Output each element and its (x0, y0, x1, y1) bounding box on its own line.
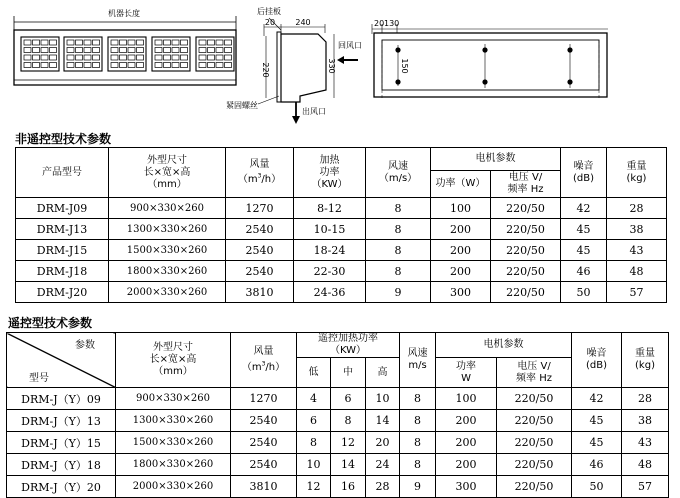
grille-slot (155, 63, 162, 68)
table-row (7, 454, 669, 476)
cell-size: 900×330×260 (109, 198, 226, 219)
grille-slot (120, 55, 127, 60)
header-voltage: 电压 V/ 频率 Hz (491, 171, 561, 198)
grille-slot (137, 55, 144, 60)
header-motor: 电机参数 (436, 333, 572, 358)
grille-slot (67, 63, 74, 68)
dim-240: 240 (295, 18, 311, 27)
cell-weight: 48 (622, 454, 669, 476)
mounting-bolt (395, 79, 400, 84)
cell-noise: 45 (561, 240, 607, 261)
grille-slot (172, 48, 179, 53)
grille-slot (33, 40, 40, 45)
cell-speed: 8 (400, 454, 436, 476)
grille-slot (172, 40, 179, 45)
cell-speed: 8 (400, 410, 436, 432)
grille-slot (24, 63, 31, 68)
grille-slot (76, 48, 83, 53)
cell-power: 100 (436, 388, 497, 410)
cell-size: 1300×330×260 (109, 219, 226, 240)
grille-slot (67, 55, 74, 60)
non-remote-spec-table (15, 147, 667, 303)
grille-slot (181, 55, 188, 60)
cell-speed: 8 (400, 388, 436, 410)
grille-slot (84, 55, 91, 60)
table-row (7, 388, 669, 410)
grille-slot (181, 63, 188, 68)
grille-slot (93, 40, 100, 45)
table-row (7, 432, 669, 454)
cell-air: 3810 (231, 476, 297, 498)
header-noise: 噪音 (dB) (572, 333, 622, 388)
cell-air: 1270 (231, 388, 297, 410)
grille-slot (111, 63, 118, 68)
cell-weight: 57 (622, 476, 669, 498)
grille-slot (199, 40, 206, 45)
cell-weight: 38 (607, 219, 667, 240)
cell-noise: 46 (572, 454, 622, 476)
cell-power: 200 (431, 219, 491, 240)
cell-noise: 45 (572, 432, 622, 454)
cell-mid: 8 (331, 410, 366, 432)
grille-slot (225, 63, 232, 68)
grille-slot (50, 63, 57, 68)
grille-slot (128, 63, 135, 68)
grille-slot (50, 55, 57, 60)
header-air-volume: 风量 $(m^3/h)$ (231, 333, 297, 388)
cell-high: 24 (366, 454, 400, 476)
cell-power: 200 (431, 261, 491, 282)
grille-slot (155, 55, 162, 60)
non-remote-title: 非遥控型技术参数 (15, 132, 112, 146)
header-motor: 电机参数 (431, 148, 561, 171)
grille-slot (172, 63, 179, 68)
return-air-label: 回风口 (338, 41, 362, 50)
grille-slot (225, 40, 232, 45)
grille-slot (172, 55, 179, 60)
grille-slot (76, 63, 83, 68)
cell-air: 1270 (226, 198, 294, 219)
cell-speed: 8 (366, 198, 431, 219)
grille-slot (41, 55, 48, 60)
front-view-drawing (14, 6, 236, 85)
grille-slot (84, 63, 91, 68)
grille-slot (181, 48, 188, 53)
cell-model: DRM-J（Y）20 (7, 476, 116, 498)
grille-slot (120, 48, 127, 53)
grille-slot (137, 48, 144, 53)
header-air-volume: 风量 $(m^3/h)$ (226, 148, 294, 198)
cell-air: 2540 (226, 261, 294, 282)
cell-size: 1800×330×260 (109, 261, 226, 282)
cell-heat: 10-15 (294, 219, 366, 240)
grille-slot (111, 55, 118, 60)
header-param-model: 参数 型号 (7, 333, 116, 388)
header-weight: 重量 (kg) (607, 148, 667, 198)
cell-noise: 42 (561, 198, 607, 219)
remote-title: 遥控型技术参数 (8, 316, 93, 330)
dim-20-side: 20 (264, 18, 276, 27)
grille-slot (120, 40, 127, 45)
grille-slot (111, 40, 118, 45)
cell-air: 2540 (231, 454, 297, 476)
cell-air: 2540 (231, 432, 297, 454)
cell-mid: 6 (331, 388, 366, 410)
grille-slot (164, 63, 171, 68)
cell-model: DRM-J15 (16, 240, 109, 261)
grille-slot (76, 55, 83, 60)
grille-slot (33, 48, 40, 53)
cell-volt: 220/50 (497, 388, 572, 410)
grille-slot (120, 63, 127, 68)
cell-noise: 46 (561, 261, 607, 282)
header-mid: 中 (331, 358, 366, 388)
grille-slot (67, 40, 74, 45)
cell-model: DRM-J（Y）15 (7, 432, 116, 454)
cell-size: 1500×330×260 (109, 240, 226, 261)
cell-model: DRM-J20 (16, 282, 109, 303)
cell-power: 200 (431, 240, 491, 261)
table-row (7, 476, 669, 498)
grille-slot (164, 48, 171, 53)
cell-volt: 220/50 (491, 282, 561, 303)
grille-slot (50, 48, 57, 53)
cell-low: 10 (297, 454, 331, 476)
grille-slot (216, 40, 223, 45)
header-power: 功率 W (436, 358, 497, 388)
cell-air: 2540 (226, 240, 294, 261)
cell-volt: 220/50 (497, 454, 572, 476)
grille-slot (93, 63, 100, 68)
cell-air: 2540 (226, 219, 294, 240)
grille-slot (137, 40, 144, 45)
cell-high: 10 (366, 388, 400, 410)
grille-slot (128, 48, 135, 53)
cell-model: DRM-J（Y）09 (7, 388, 116, 410)
cell-noise: 50 (572, 476, 622, 498)
cell-power: 200 (436, 432, 497, 454)
cell-model: DRM-J13 (16, 219, 109, 240)
cell-power: 200 (436, 454, 497, 476)
grille-slot (155, 48, 162, 53)
cell-weight: 57 (607, 282, 667, 303)
cell-size: 1500×330×260 (116, 432, 231, 454)
header-size: 外型尺寸 长×宽×高 （mm） (116, 333, 231, 388)
cell-low: 12 (297, 476, 331, 498)
header-heat-power: 加热 功率 （KW） (294, 148, 366, 198)
cell-low: 4 (297, 388, 331, 410)
grille-slot (24, 55, 31, 60)
machine-length-label: 机器长度 (108, 9, 140, 18)
header-noise: 噪音 (dB) (561, 148, 607, 198)
dim-330: 330 (327, 58, 336, 74)
table-row (16, 240, 667, 261)
grille-slot (208, 55, 215, 60)
cell-volt: 220/50 (491, 219, 561, 240)
header-model: 产品型号 (16, 148, 109, 198)
grille-slot (41, 48, 48, 53)
cell-high: 28 (366, 476, 400, 498)
cell-volt: 220/50 (497, 476, 572, 498)
cell-heat: 24-36 (294, 282, 366, 303)
header-power: 功率（W） (431, 171, 491, 198)
cell-air: 3810 (226, 282, 294, 303)
remote-spec-table (6, 332, 669, 498)
grille-slot (67, 48, 74, 53)
cell-size: 2000×330×260 (116, 476, 231, 498)
cell-power: 200 (436, 410, 497, 432)
back-bracket-label: 后挂板 (257, 7, 281, 16)
cell-weight: 43 (607, 240, 667, 261)
grille-slot (24, 48, 31, 53)
dim-130: 130 (384, 19, 400, 28)
grille-slot (208, 40, 215, 45)
cell-model: DRM-J（Y）18 (7, 454, 116, 476)
grille-slot (216, 63, 223, 68)
grille-slot (33, 63, 40, 68)
cell-volt: 220/50 (497, 432, 572, 454)
outlet-label: 出风口 (302, 107, 326, 116)
header-wind-speed: 风速 m/s (400, 333, 436, 388)
cell-speed: 8 (366, 261, 431, 282)
cell-model: DRM-J09 (16, 198, 109, 219)
cell-speed: 8 (400, 432, 436, 454)
grille-slot (76, 40, 83, 45)
cell-weight: 38 (622, 410, 669, 432)
cell-low: 6 (297, 410, 331, 432)
grille-slot (93, 55, 100, 60)
grille-slot (199, 55, 206, 60)
header-weight: 重量 (kg) (622, 333, 669, 388)
grille-slot (155, 40, 162, 45)
cell-weight: 43 (622, 432, 669, 454)
cell-size: 1300×330×260 (116, 410, 231, 432)
grille-slot (208, 48, 215, 53)
cell-weight: 28 (622, 388, 669, 410)
grille-slot (216, 48, 223, 53)
grille-slot (199, 63, 206, 68)
cell-high: 20 (366, 432, 400, 454)
cell-size: 1800×330×260 (116, 454, 231, 476)
cell-noise: 45 (561, 219, 607, 240)
cell-noise: 42 (572, 388, 622, 410)
grille-slot (225, 55, 232, 60)
dim-20-top: 20 (374, 19, 385, 28)
cell-model: DRM-J（Y）13 (7, 410, 116, 432)
cell-volt: 220/50 (497, 410, 572, 432)
grille-slot (93, 48, 100, 53)
dim-150: 150 (400, 58, 409, 74)
technical-drawings (0, 0, 680, 130)
header-low: 低 (297, 358, 331, 388)
cell-speed: 8 (366, 240, 431, 261)
cell-volt: 220/50 (491, 240, 561, 261)
cell-volt: 220/50 (491, 261, 561, 282)
grille-slot (164, 55, 171, 60)
grille-slot (24, 40, 31, 45)
cell-noise: 50 (561, 282, 607, 303)
header-remote-heat: 遥控加热功率 （KW） (297, 333, 400, 358)
grille-slot (208, 63, 215, 68)
grille-slot (181, 40, 188, 45)
cell-speed: 9 (400, 476, 436, 498)
cell-weight: 28 (607, 198, 667, 219)
side-view-drawing (226, 6, 362, 124)
header-size: 外型尺寸 长×宽×高 （mm） (109, 148, 226, 198)
cell-high: 14 (366, 410, 400, 432)
grille-slot (41, 40, 48, 45)
cell-heat: 22-30 (294, 261, 366, 282)
table-row (7, 410, 669, 432)
dim-220: 220 (261, 62, 270, 78)
grille-slot (137, 63, 144, 68)
grille-slot (199, 48, 206, 53)
cell-mid: 16 (331, 476, 366, 498)
table-row (16, 261, 667, 282)
cell-heat: 18-24 (294, 240, 366, 261)
grille-slot (111, 48, 118, 53)
header-voltage: 电压 V/ 频率 Hz (497, 358, 572, 388)
grille-slot (41, 63, 48, 68)
cell-air: 2540 (231, 410, 297, 432)
cell-noise: 45 (572, 410, 622, 432)
grille-slot (84, 40, 91, 45)
cell-size: 900×330×260 (116, 388, 231, 410)
mounting-bolt (395, 47, 400, 52)
cell-heat: 8-12 (294, 198, 366, 219)
cell-model: DRM-J18 (16, 261, 109, 282)
cell-mid: 12 (331, 432, 366, 454)
cell-speed: 8 (366, 219, 431, 240)
fix-screw-label: 紧固螺丝 (226, 101, 258, 110)
grille-slot (84, 48, 91, 53)
cell-power: 300 (436, 476, 497, 498)
cell-size: 2000×330×260 (109, 282, 226, 303)
cell-power: 100 (431, 198, 491, 219)
table-row (16, 198, 667, 219)
grille-slot (216, 55, 223, 60)
grille-slot (128, 55, 135, 60)
grille-slot (164, 40, 171, 45)
cell-low: 8 (297, 432, 331, 454)
header-high: 高 (366, 358, 400, 388)
cell-mid: 14 (331, 454, 366, 476)
cell-volt: 220/50 (491, 198, 561, 219)
grille-slot (225, 48, 232, 53)
cell-weight: 48 (607, 261, 667, 282)
cell-power: 300 (431, 282, 491, 303)
grille-slot (33, 55, 40, 60)
grille-slot (128, 40, 135, 45)
cell-speed: 9 (366, 282, 431, 303)
table-row (16, 282, 667, 303)
header-wind-speed: 风速 （m/s） (366, 148, 431, 198)
table-row (16, 219, 667, 240)
back-view-drawing (372, 19, 608, 100)
grille-slot (50, 40, 57, 45)
